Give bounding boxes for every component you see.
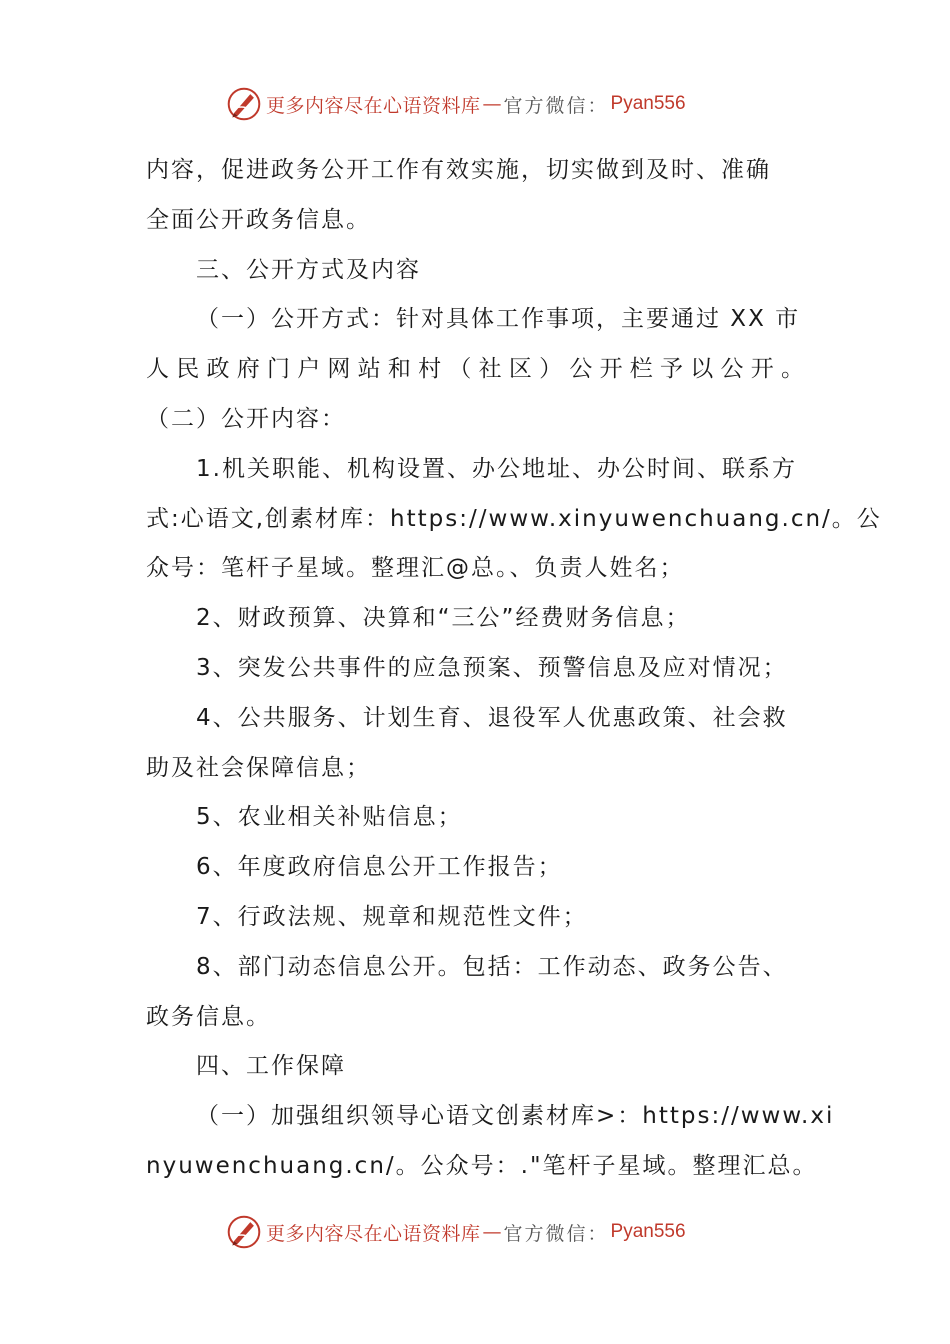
text-line: 众号：笔杆子星域。整理汇@总。、负责人姓名；: [146, 555, 685, 582]
document-body: [146, 146, 882, 1192]
list-item: 1.机关职能、机构设置、办公地址、办公时间、联系方: [196, 455, 797, 482]
list-item: 5、农业相关补贴信息；: [196, 804, 463, 831]
section-heading: 三、公开方式及内容: [196, 256, 421, 283]
text-line: nyuwenchuang.cn/。公众号：."笔杆子星域。整理汇总。: [146, 1152, 818, 1179]
header-wechat-id: Pyan556: [610, 93, 686, 114]
list-item: 8、部门动态信息公开。包括：工作动态、政务公告、: [196, 953, 788, 980]
footer-wechat-id: Pyan556: [610, 1221, 686, 1242]
pen-logo-icon: [226, 86, 262, 122]
pen-logo-icon: [226, 1214, 262, 1250]
section-heading: 四、工作保障: [196, 1053, 346, 1080]
text-line: （一）公开方式：针对具体工作事项，主要通过 XX 市: [196, 306, 801, 333]
footer-title: 更多内容尽在心语资料库: [266, 1222, 481, 1245]
header-title: 更多内容尽在心语资料库: [266, 94, 481, 117]
footer-banner: [226, 1212, 686, 1252]
list-item: 2、财政预算、决算和“三公”经费财务信息；: [196, 605, 691, 632]
header-banner: [226, 84, 686, 124]
header-separator: —: [482, 93, 502, 115]
list-item: 4、公共服务、计划生育、退役军人优惠政策、社会救: [196, 704, 788, 731]
text-line: （一）加强组织领导心语文创素材库>：https://www.xi: [196, 1103, 835, 1130]
list-item: 7、行政法规、规章和规范性文件；: [196, 903, 588, 930]
text-line: （二）公开内容：: [146, 405, 346, 432]
text-line: 助及社会保障信息；: [146, 754, 371, 781]
list-item: 6、年度政府信息公开工作报告；: [196, 854, 563, 881]
text-line: 全面公开政务信息。: [146, 206, 371, 233]
header-wechat-label: 官方微信：: [503, 94, 609, 117]
text-line: 内容，促进政务公开工作有效实施，切实做到及时、准确: [146, 157, 771, 183]
footer-separator: —: [482, 1221, 502, 1243]
text-line: 式:心语文,创素材库：https://www.xinyuwenchuang.cn/。公: [146, 505, 882, 532]
text-line: 政务信息。: [146, 1003, 271, 1030]
list-item: 3、突发公共事件的应急预案、预警信息及应对情况；: [196, 654, 788, 681]
footer-wechat-label: 官方微信：: [503, 1222, 609, 1245]
text-line: 人民政府门户网站和村（社区）公开栏予以公开。: [146, 356, 806, 383]
